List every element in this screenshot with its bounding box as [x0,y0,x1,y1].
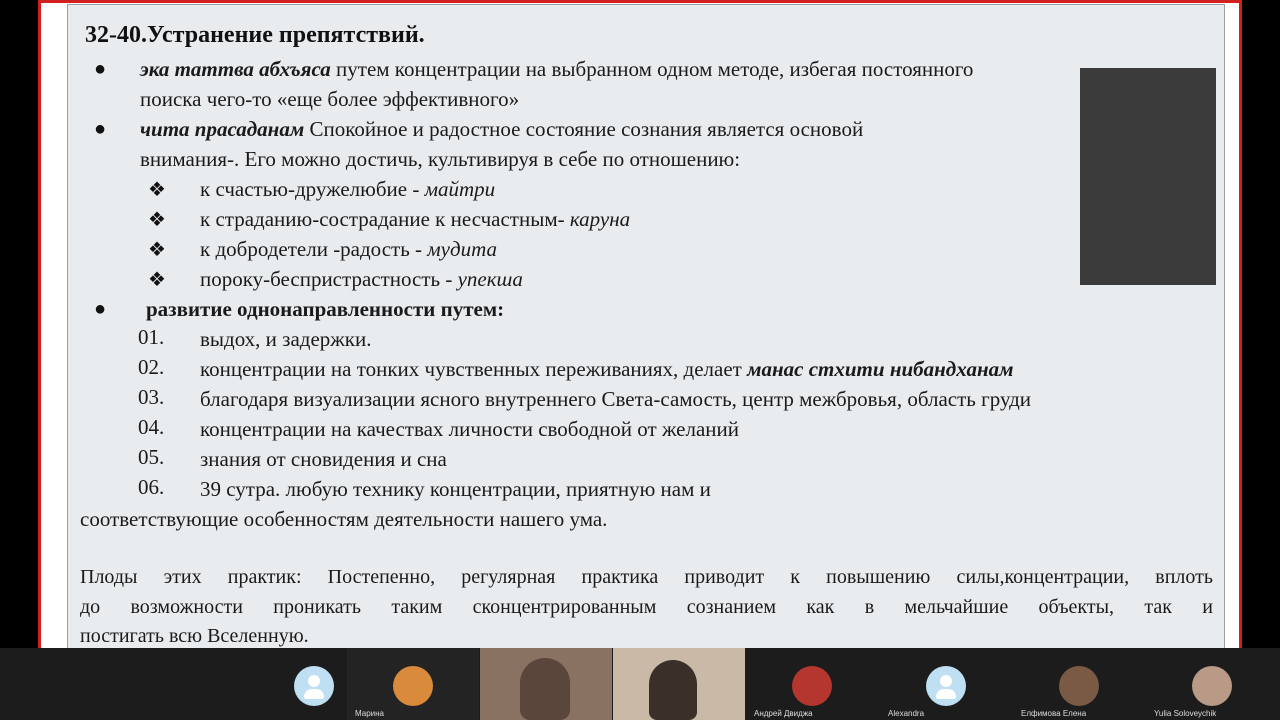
list-number: 01. [138,325,165,349]
list-number: 06. [138,475,165,499]
subitem: к страданию-сострадание к несчастным- каруна [200,207,631,231]
term: чита прасаданам [140,117,305,141]
participant-tile[interactable] [1013,648,1145,720]
fruits-line-3: постигать всю Вселенную. [80,625,309,647]
person-shape [649,660,697,720]
bullet-item-1: эка таттва абхъяса путем концентрации на выбранном одном методе, избегая постоянного [140,57,974,81]
presenter-overlay [1080,68,1216,285]
participant-name: Андрей Двиджа [754,709,813,718]
participant-video[interactable] [613,648,745,720]
person-shape [520,658,570,720]
fruits-line-1: Плоды этих практик: Постепенно, регулярная практика приводит к повышению силы,концентрации, вплоть [80,566,1213,588]
continuation-text: соответствующие особенностям деятельности нашего ума. [80,507,608,531]
subitem: к добродетели -радость - мудита [200,237,497,261]
bullet-icon: ● [94,118,107,140]
user-icon [926,666,966,706]
avatar [1059,666,1099,706]
bullet-icon: ● [94,298,107,320]
diamond-icon: ❖ [148,269,166,291]
bullet-item-1-cont: поиска чего-то «еще более эффективного» [140,87,520,111]
subitem: пороку-беспристрастность - упекша [200,267,523,291]
list-number: 03. [138,385,165,409]
numbered-item: знания от сновидения и сна [200,447,447,471]
diamond-icon: ❖ [148,179,166,201]
list-number: 02. [138,355,165,379]
avatar [1192,666,1232,706]
participant-tile[interactable] [1146,648,1278,720]
participant-name: Марина [355,709,384,718]
numbered-item: выдох, и задержки. [200,327,372,351]
list-number: 05. [138,445,165,469]
participant-video[interactable] [480,648,612,720]
avatar [792,666,832,706]
term: эка таттва абхъяса [140,57,331,81]
numbered-item: благодаря визуализации ясного внутреннего Света-самость, центр межбровья, область груди [200,387,1032,411]
participants-strip [0,648,1280,720]
avatar [393,666,433,706]
bullet-icon: ● [94,58,107,80]
diamond-icon: ❖ [148,239,166,261]
section-heading: развитие однонаправленности путем: [146,297,505,321]
participant-name: Елфимова Елена [1021,709,1087,718]
subitem: к счастью-дружелюбие - майтри [200,177,496,201]
numbered-item: концентрации на качествах личности свободной от желаний [200,417,740,441]
list-number: 04. [138,415,165,439]
slide-title: 32-40.Устранение препятствий. [85,22,425,48]
fruits-line-2: до возможности проникать таким сконцентрированным сознанием как в мельчайшие объекты, так и [80,596,1213,618]
numbered-item: концентрации на тонких чувственных переживаниях, делает манас стхити нибандханам [200,357,1014,381]
participant-name: Alexandra [888,709,925,718]
participant-tile[interactable] [746,648,878,720]
bullet-item-2: чита прасаданам Спокойное и радостное состояние сознания является основой [140,117,864,141]
participant-name: Yulia Soloveychik [1154,709,1217,718]
bullet-item-2-cont: внимания-. Его можно достичь, культивируя в себе по отношению: [140,147,741,171]
user-icon [294,666,334,706]
diamond-icon: ❖ [148,209,166,231]
participant-tile[interactable] [880,648,1012,720]
numbered-item: 39 сутра. любую технику концентрации, приятную нам и [200,477,711,501]
participant-tile[interactable] [347,648,479,720]
